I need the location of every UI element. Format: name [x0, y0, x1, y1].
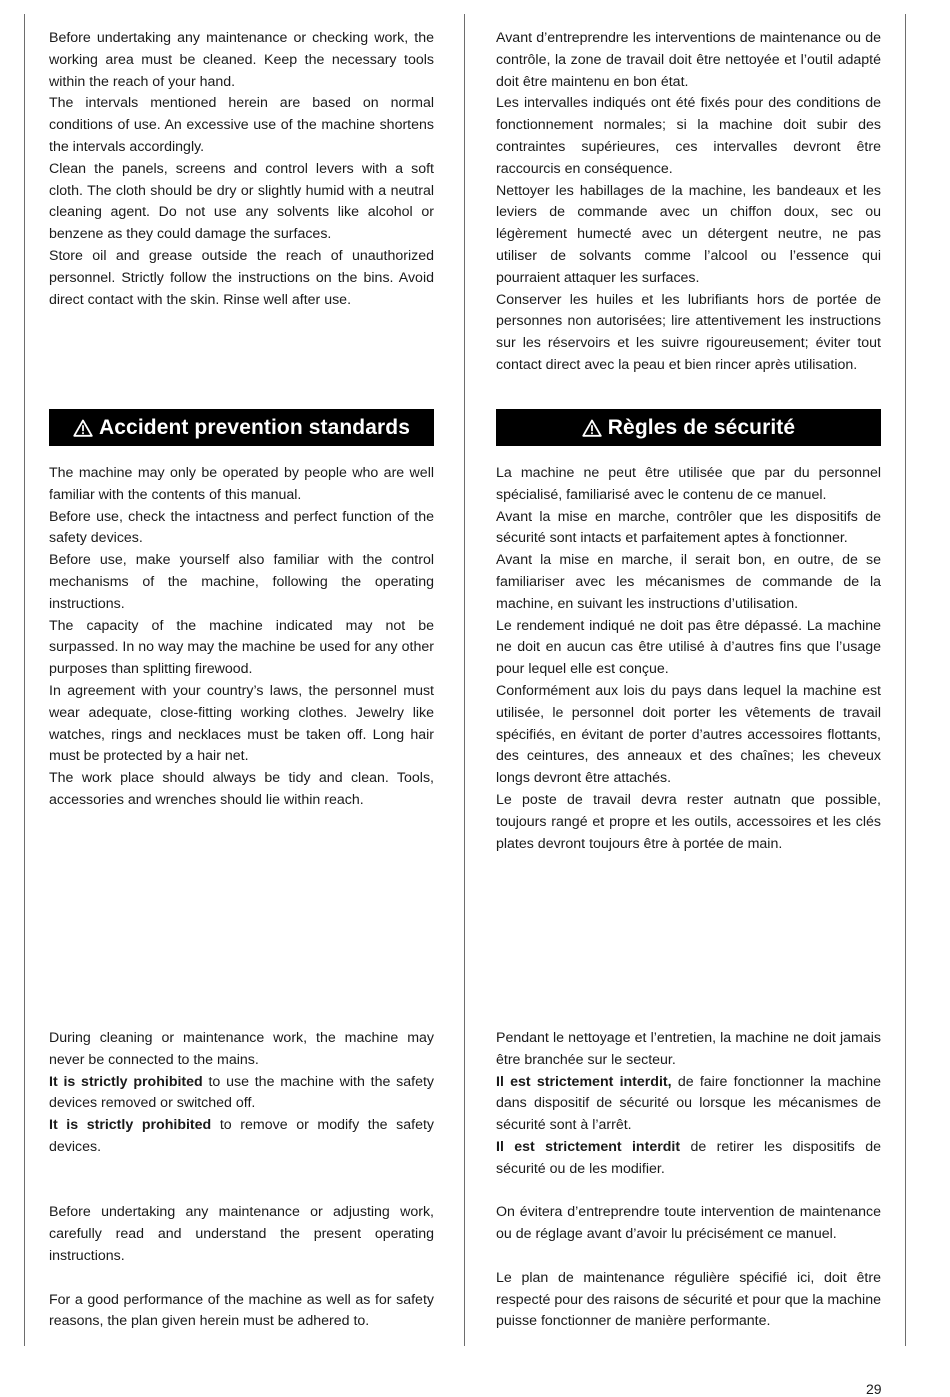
warning-text: de faire fonctionner la machine dans dispositif de sécurité ou lorsque les mécanismes de sécurité sont à l’arrêt.	[496, 1073, 882, 1134]
section-heading-text: Accident prevention standards	[99, 415, 410, 439]
bold-warning: It is strictly prohibited	[49, 1117, 212, 1134]
paragraph: Les intervalles indiqués ont été fixés pour des conditions de fonctionnement normales; si la machine doit subir des contraintes supérieures, ces intervalles devront être raccourcis en conséquence.	[496, 95, 881, 177]
paragraph: Before use, check the intactness and perfect function of the safety devices.	[49, 508, 434, 547]
left-border-line	[24, 14, 25, 1346]
paragraph: Before use, make yourself also familiar with the control mechanisms of the machine, following the operating instructions.	[49, 552, 434, 612]
paragraph: Before undertaking any maintenance or adjusting work, carefully read and understand the present operating instructions.	[49, 1204, 434, 1264]
maintenance-rules-en	[49, 1028, 434, 1333]
paragraph: La machine ne peut être utilisée que par du personnel spécialisé, familiarisé avec le contenu de ce manuel.	[496, 465, 881, 503]
paragraph: Before undertaking any maintenance or checking work, the working area must be cleaned. Keep the necessary tools within the reach of your hand.	[49, 30, 434, 90]
warning-text: to remove or modify the safety devices.	[49, 1117, 434, 1155]
warning-text: to use the machine with the safety devices removed or switched off.	[49, 1073, 434, 1112]
center-divider-line	[464, 14, 465, 1346]
paragraph	[49, 1115, 434, 1159]
warning-text: de retirer les dispositifs de sécurité ou de les modifier.	[496, 1138, 881, 1177]
paragraph: Le rendement indiqué ne doit pas être dépassé. La machine ne doit en aucun cas être utilisé à d’autres fins que l’usage pour lequel elle est conçue.	[496, 617, 881, 678]
paragraph: Conserver les huiles et les lubrifiants hors de portée de personnes non autorisées; lire attentivement les instructions sur les réservoirs et les suivre rigoureusement; éviter tout contact direct avec la peau et bien rincer après utilisation.	[496, 291, 881, 373]
right-border-line	[905, 14, 906, 1346]
paragraph: The intervals mentioned herein are based on normal conditions of use. An excessive use of the machine shortens the intervals accordingly.	[49, 95, 434, 155]
bold-warning: It is strictly prohibited	[49, 1073, 203, 1090]
maintenance-rules-fr	[496, 1028, 881, 1333]
paragraph: The capacity of the machine indicated may not be surpassed. In no way may the machine be used for any other purposes than splitting firewood.	[49, 617, 434, 678]
section-heading-text: Règles de sécurité	[607, 415, 796, 439]
safety-rules-en	[49, 463, 434, 812]
section-heading-fr	[496, 409, 881, 446]
page-number: 29	[866, 1381, 882, 1397]
paragraph	[49, 1072, 434, 1116]
paragraph: During cleaning or maintenance work, the machine may never be connected to the mains.	[49, 1030, 434, 1068]
paragraph: Pendant le nettoyage et l’entretien, la machine ne doit jamais être branchée sur le secteur.	[496, 1030, 881, 1068]
paragraph: Store oil and grease outside the reach of unauthorized personnel. Strictly follow the instructions on the bins. Avoid direct contact with the skin. Rinse well after use.	[49, 247, 434, 308]
paragraph: The machine may only be operated by people who are well familiar with the contents of this manual.	[49, 465, 434, 503]
paragraph: Le plan de maintenance régulière spécifié ici, doit être respecté pour des raisons de sécurité et pour que la machine puisse fonctionner de manière performante.	[496, 1269, 881, 1330]
safety-rules-fr	[496, 463, 881, 855]
section-heading-en	[49, 409, 434, 446]
paragraph: Le poste de travail devra rester autnatn que possible, toujours rangé et propre et les outils, accessoires et les clés plates devront toujours être à portée de main.	[496, 791, 881, 852]
paragraph: Clean the panels, screens and control levers with a soft cloth. The cloth should be dry or slightly humid with a neutral cleaning agent. Do not use any solvents like alcohol or benzene as they could damage the surfaces.	[49, 160, 434, 243]
paragraph	[496, 1072, 881, 1137]
paragraph: For a good performance of the machine as well as for safety reasons, the plan given herein must be adhered to.	[49, 1291, 434, 1330]
paragraph: Nettoyer les habillages de la machine, les bandeaux et les leviers de commande avec un chiffon doux, sec ou légèrement humecté avec un détergent neutre, ne pas utiliser de solvants comme l’alcool ou l’essence qui pourraient attaquer les surfaces.	[496, 182, 881, 286]
bold-warning: Il est strictement interdit,	[496, 1073, 672, 1090]
paragraph: On évitera d’entreprendre toute intervention de maintenance ou de réglage avant d’avoir lu précisément ce manuel.	[496, 1204, 881, 1243]
maintenance-intro-en	[49, 28, 434, 311]
paragraph: Conformément aux lois du pays dans lequel la machine est utilisée, le personnel doit porter les vêtements de travail spécifiés, en évitant de porter d’autres accessoires flottants, des ceintures, des anneaux et des chaînes; les cheveux longs devront être attachés.	[496, 682, 881, 787]
paragraph: In agreement with your country’s laws, the personnel must wear adequate, close-fitting working clothes. Jewelry like watches, rings and necklaces must be taken off. Long hair must be protected by a hair net.	[49, 682, 434, 765]
paragraph: Avant la mise en marche, contrôler que les dispositifs de sécurité sont intacts et parfaitement aptes à fonctionner.	[496, 508, 881, 547]
warning-triangle-icon	[582, 419, 602, 437]
paragraph: Avant d’entreprendre les interventions de maintenance ou de contrôle, la zone de travail doit être nettoyée et l’outil adapté doit être maintenu en bon état.	[496, 30, 881, 90]
bold-warning: Il est strictement interdit	[496, 1138, 681, 1155]
paragraph: The work place should always be tidy and clean. Tools, accessories and wrenches should lie within reach.	[49, 770, 434, 808]
warning-triangle-icon	[73, 419, 93, 437]
paragraph	[496, 1137, 881, 1181]
maintenance-intro-fr	[496, 28, 881, 377]
paragraph: Avant la mise en marche, il serait bon, en outre, de se familiariser avec les mécanismes de commande de la machine, en suivant les instructions d’utilisation.	[496, 552, 881, 612]
